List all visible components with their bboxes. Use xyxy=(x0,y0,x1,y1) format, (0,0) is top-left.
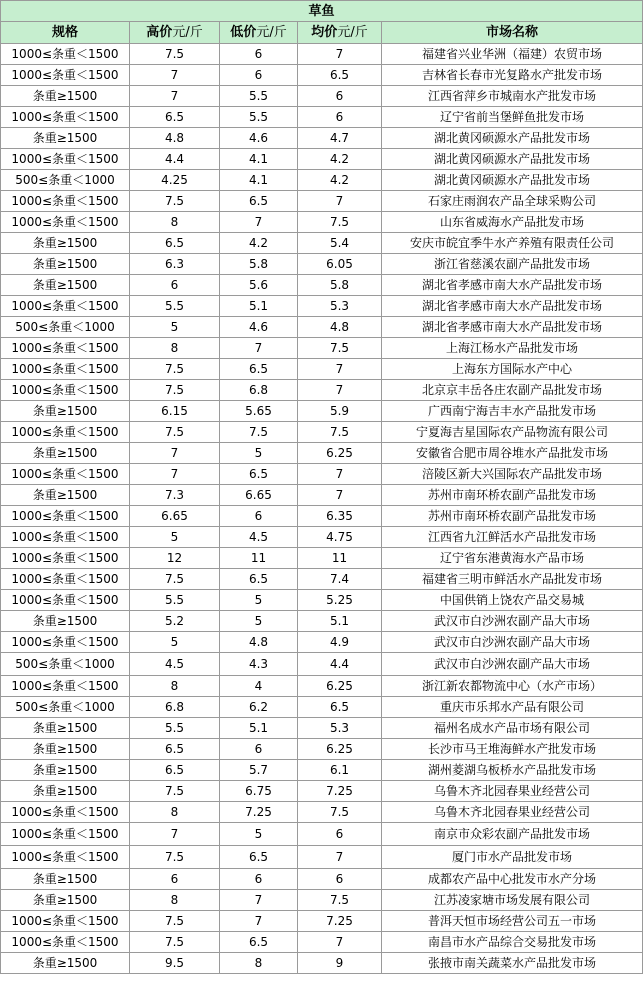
cell-low-price: 4.1 xyxy=(220,149,298,170)
cell-low-price: 5.1 xyxy=(220,718,298,739)
cell-high-price: 6.65 xyxy=(130,506,220,527)
cell-low-price: 6.5 xyxy=(220,846,298,869)
cell-spec: 1000≤条重＜1500 xyxy=(1,802,130,823)
table-row xyxy=(1,296,643,317)
cell-spec: 1000≤条重＜1500 xyxy=(1,44,130,65)
table-row xyxy=(1,170,643,191)
cell-spec: 1000≤条重＜1500 xyxy=(1,359,130,380)
cell-high-price: 6.8 xyxy=(130,697,220,718)
cell-high-price: 5.5 xyxy=(130,590,220,611)
cell-avg-price: 11 xyxy=(298,548,382,569)
table-row xyxy=(1,149,643,170)
cell-avg-price: 6.5 xyxy=(298,65,382,86)
cell-spec: 1000≤条重＜1500 xyxy=(1,632,130,653)
cell-spec: 500≤条重＜1000 xyxy=(1,317,130,338)
cell-spec: 1000≤条重＜1500 xyxy=(1,506,130,527)
cell-high-price: 7.5 xyxy=(130,846,220,869)
cell-market-name: 江苏凌家塘市场发展有限公司 xyxy=(382,890,643,911)
col-header-avg xyxy=(298,22,382,44)
cell-avg-price: 4.9 xyxy=(298,632,382,653)
cell-high-price: 6.5 xyxy=(130,760,220,781)
cell-market-name: 江西省九江鲜活水产品批发市场 xyxy=(382,527,643,548)
cell-avg-price: 6.25 xyxy=(298,443,382,464)
table-row xyxy=(1,359,643,380)
cell-spec: 1000≤条重＜1500 xyxy=(1,676,130,697)
cell-spec: 条重≥1500 xyxy=(1,254,130,275)
cell-high-price: 9.5 xyxy=(130,953,220,974)
cell-low-price: 6.5 xyxy=(220,359,298,380)
cell-spec: 条重≥1500 xyxy=(1,401,130,422)
col-header-avg-unit: 元/斤 xyxy=(337,25,368,40)
table-row xyxy=(1,233,643,254)
cell-low-price: 4.6 xyxy=(220,317,298,338)
table-row xyxy=(1,760,643,781)
cell-avg-price: 7 xyxy=(298,464,382,485)
cell-low-price: 4.1 xyxy=(220,170,298,191)
cell-avg-price: 4.7 xyxy=(298,128,382,149)
cell-high-price: 7.5 xyxy=(130,781,220,802)
cell-spec: 1000≤条重＜1500 xyxy=(1,338,130,359)
cell-spec: 1000≤条重＜1500 xyxy=(1,569,130,590)
cell-spec: 500≤条重＜1000 xyxy=(1,170,130,191)
table-row xyxy=(1,44,643,65)
cell-market-name: 辽宁省前当堡鲜鱼批发市场 xyxy=(382,107,643,128)
cell-market-name: 福建省三明市鲜活水产品批发市场 xyxy=(382,569,643,590)
cell-avg-price: 7.4 xyxy=(298,569,382,590)
table-row xyxy=(1,676,643,697)
table-row xyxy=(1,653,643,676)
cell-market-name: 安庆市皖宜季牛水产养殖有限责任公司 xyxy=(382,233,643,254)
cell-low-price: 7.25 xyxy=(220,802,298,823)
cell-high-price: 5 xyxy=(130,632,220,653)
cell-avg-price: 5.3 xyxy=(298,296,382,317)
cell-high-price: 7 xyxy=(130,464,220,485)
cell-low-price: 5 xyxy=(220,443,298,464)
col-header-market: 市场名称 xyxy=(382,22,643,44)
cell-market-name: 湖北省孝感市南大水产品批发市场 xyxy=(382,296,643,317)
cell-high-price: 5 xyxy=(130,527,220,548)
cell-low-price: 5 xyxy=(220,823,298,846)
cell-low-price: 4.8 xyxy=(220,632,298,653)
col-header-low xyxy=(220,22,298,44)
cell-spec: 条重≥1500 xyxy=(1,953,130,974)
table-row xyxy=(1,527,643,548)
cell-high-price: 6.15 xyxy=(130,401,220,422)
cell-low-price: 6.2 xyxy=(220,697,298,718)
cell-avg-price: 6 xyxy=(298,107,382,128)
cell-market-name: 长沙市马王堆海鲜水产批发市场 xyxy=(382,739,643,760)
cell-market-name: 湖北黄冈硕源水产品批发市场 xyxy=(382,170,643,191)
cell-avg-price: 7.5 xyxy=(298,802,382,823)
cell-spec: 条重≥1500 xyxy=(1,275,130,296)
col-header-spec: 规格 xyxy=(1,22,130,44)
cell-high-price: 5.5 xyxy=(130,296,220,317)
cell-avg-price: 7 xyxy=(298,485,382,506)
cell-market-name: 上海江杨水产品批发市场 xyxy=(382,338,643,359)
table-body xyxy=(1,44,643,974)
table-row xyxy=(1,548,643,569)
cell-market-name: 吉林省长春市光复路水产批发市场 xyxy=(382,65,643,86)
cell-spec: 1000≤条重＜1500 xyxy=(1,296,130,317)
cell-avg-price: 7.5 xyxy=(298,422,382,443)
cell-avg-price: 6.25 xyxy=(298,676,382,697)
cell-avg-price: 7.5 xyxy=(298,212,382,233)
cell-avg-price: 5.1 xyxy=(298,611,382,632)
cell-spec: 1000≤条重＜1500 xyxy=(1,590,130,611)
cell-market-name: 福州名成水产品市场有限公司 xyxy=(382,718,643,739)
cell-high-price: 8 xyxy=(130,676,220,697)
cell-market-name: 南京市众彩农副产品批发市场 xyxy=(382,823,643,846)
table-row xyxy=(1,590,643,611)
cell-low-price: 6.75 xyxy=(220,781,298,802)
col-header-high-unit: 元/斤 xyxy=(172,25,203,40)
cell-low-price: 6 xyxy=(220,739,298,760)
table-row xyxy=(1,846,643,869)
cell-avg-price: 5.8 xyxy=(298,275,382,296)
cell-spec: 1000≤条重＜1500 xyxy=(1,464,130,485)
cell-high-price: 8 xyxy=(130,212,220,233)
table-row xyxy=(1,632,643,653)
table-row xyxy=(1,338,643,359)
table-row xyxy=(1,65,643,86)
table-row xyxy=(1,485,643,506)
cell-low-price: 6.5 xyxy=(220,464,298,485)
cell-low-price: 7 xyxy=(220,911,298,932)
table-row xyxy=(1,739,643,760)
cell-market-name: 普洱天恒市场经营公司五一市场 xyxy=(382,911,643,932)
cell-spec: 条重≥1500 xyxy=(1,760,130,781)
cell-low-price: 6.5 xyxy=(220,569,298,590)
cell-high-price: 7.5 xyxy=(130,911,220,932)
cell-low-price: 5.7 xyxy=(220,760,298,781)
cell-high-price: 7.5 xyxy=(130,422,220,443)
table-row xyxy=(1,107,643,128)
cell-spec: 1000≤条重＜1500 xyxy=(1,932,130,953)
cell-market-name: 湖北黄冈硕源水产品批发市场 xyxy=(382,149,643,170)
cell-spec: 500≤条重＜1000 xyxy=(1,653,130,676)
cell-high-price: 8 xyxy=(130,890,220,911)
table-row xyxy=(1,569,643,590)
cell-low-price: 5.1 xyxy=(220,296,298,317)
table-row xyxy=(1,317,643,338)
cell-market-name: 武汉市白沙洲农副产品大市场 xyxy=(382,653,643,676)
cell-high-price: 6.5 xyxy=(130,107,220,128)
cell-market-name: 乌鲁木齐北园春果业经营公司 xyxy=(382,802,643,823)
cell-avg-price: 7 xyxy=(298,932,382,953)
cell-spec: 1000≤条重＜1500 xyxy=(1,846,130,869)
table-row xyxy=(1,823,643,846)
cell-low-price: 5.6 xyxy=(220,275,298,296)
cell-avg-price: 7 xyxy=(298,846,382,869)
cell-spec: 条重≥1500 xyxy=(1,233,130,254)
cell-avg-price: 4.2 xyxy=(298,149,382,170)
cell-spec: 500≤条重＜1000 xyxy=(1,697,130,718)
cell-high-price: 4.4 xyxy=(130,149,220,170)
table-row xyxy=(1,422,643,443)
cell-avg-price: 5.3 xyxy=(298,718,382,739)
cell-avg-price: 4.2 xyxy=(298,170,382,191)
table-row xyxy=(1,697,643,718)
cell-market-name: 武汉市白沙洲农副产品大市场 xyxy=(382,611,643,632)
cell-market-name: 成都农产品中心批发市水产分场 xyxy=(382,869,643,890)
cell-spec: 1000≤条重＜1500 xyxy=(1,380,130,401)
cell-high-price: 6 xyxy=(130,869,220,890)
table-row xyxy=(1,781,643,802)
cell-low-price: 7.5 xyxy=(220,422,298,443)
cell-market-name: 南昌市水产品综合交易批发市场 xyxy=(382,932,643,953)
cell-market-name: 厦门市水产品批发市场 xyxy=(382,846,643,869)
cell-spec: 1000≤条重＜1500 xyxy=(1,548,130,569)
table-row xyxy=(1,380,643,401)
cell-avg-price: 4.75 xyxy=(298,527,382,548)
cell-low-price: 5.5 xyxy=(220,107,298,128)
cell-low-price: 6.8 xyxy=(220,380,298,401)
cell-high-price: 7 xyxy=(130,443,220,464)
cell-high-price: 7.5 xyxy=(130,359,220,380)
cell-avg-price: 7 xyxy=(298,380,382,401)
table-row xyxy=(1,869,643,890)
cell-spec: 条重≥1500 xyxy=(1,739,130,760)
cell-low-price: 5.5 xyxy=(220,86,298,107)
cell-high-price: 7.5 xyxy=(130,932,220,953)
cell-spec: 条重≥1500 xyxy=(1,443,130,464)
cell-spec: 1000≤条重＜1500 xyxy=(1,212,130,233)
cell-spec: 1000≤条重＜1500 xyxy=(1,823,130,846)
cell-avg-price: 5.4 xyxy=(298,233,382,254)
table-row xyxy=(1,890,643,911)
cell-avg-price: 6.05 xyxy=(298,254,382,275)
cell-high-price: 5.5 xyxy=(130,718,220,739)
cell-spec: 1000≤条重＜1500 xyxy=(1,527,130,548)
cell-low-price: 8 xyxy=(220,953,298,974)
table-title: 草鱼 xyxy=(1,1,643,22)
cell-avg-price: 7.5 xyxy=(298,338,382,359)
cell-avg-price: 6.25 xyxy=(298,739,382,760)
cell-high-price: 7 xyxy=(130,65,220,86)
cell-avg-price: 4.4 xyxy=(298,653,382,676)
cell-high-price: 4.8 xyxy=(130,128,220,149)
cell-spec: 条重≥1500 xyxy=(1,128,130,149)
cell-low-price: 5.8 xyxy=(220,254,298,275)
cell-spec: 1000≤条重＜1500 xyxy=(1,191,130,212)
col-header-high-label: 高价 xyxy=(146,25,173,40)
cell-market-name: 涪陵区新大兴国际农产品批发市场 xyxy=(382,464,643,485)
cell-market-name: 苏州市南环桥农副产品批发市场 xyxy=(382,485,643,506)
cell-high-price: 6 xyxy=(130,275,220,296)
cell-spec: 条重≥1500 xyxy=(1,611,130,632)
table-row xyxy=(1,275,643,296)
cell-low-price: 7 xyxy=(220,212,298,233)
cell-high-price: 7 xyxy=(130,86,220,107)
cell-market-name: 江西省萍乡市城南水产批发市场 xyxy=(382,86,643,107)
table-row xyxy=(1,718,643,739)
cell-high-price: 8 xyxy=(130,802,220,823)
table-row xyxy=(1,802,643,823)
cell-high-price: 8 xyxy=(130,338,220,359)
cell-avg-price: 7 xyxy=(298,359,382,380)
cell-market-name: 苏州市南环桥农副产品批发市场 xyxy=(382,506,643,527)
cell-spec: 条重≥1500 xyxy=(1,869,130,890)
cell-avg-price: 6.35 xyxy=(298,506,382,527)
cell-high-price: 7.3 xyxy=(130,485,220,506)
col-header-low-unit: 元/斤 xyxy=(256,25,287,40)
cell-avg-price: 4.8 xyxy=(298,317,382,338)
cell-market-name: 乌鲁木齐北园春果业经营公司 xyxy=(382,781,643,802)
cell-spec: 条重≥1500 xyxy=(1,86,130,107)
cell-high-price: 6.5 xyxy=(130,233,220,254)
cell-low-price: 4.3 xyxy=(220,653,298,676)
cell-high-price: 7.5 xyxy=(130,44,220,65)
table-row xyxy=(1,953,643,974)
table-row xyxy=(1,128,643,149)
table-row xyxy=(1,932,643,953)
cell-high-price: 4.5 xyxy=(130,653,220,676)
cell-avg-price: 7 xyxy=(298,191,382,212)
cell-spec: 条重≥1500 xyxy=(1,890,130,911)
cell-spec: 条重≥1500 xyxy=(1,781,130,802)
cell-market-name: 宁夏海吉星国际农产品物流有限公司 xyxy=(382,422,643,443)
cell-low-price: 4.5 xyxy=(220,527,298,548)
cell-market-name: 湖北省孝感市南大水产品批发市场 xyxy=(382,275,643,296)
header-row xyxy=(1,22,643,44)
cell-market-name: 湖北黄冈硕源水产品批发市场 xyxy=(382,128,643,149)
cell-low-price: 6 xyxy=(220,869,298,890)
cell-low-price: 6.5 xyxy=(220,191,298,212)
cell-spec: 1000≤条重＜1500 xyxy=(1,65,130,86)
cell-market-name: 石家庄雨润农产品全球采购公司 xyxy=(382,191,643,212)
cell-low-price: 7 xyxy=(220,338,298,359)
cell-high-price: 7.5 xyxy=(130,191,220,212)
table-row xyxy=(1,191,643,212)
cell-avg-price: 9 xyxy=(298,953,382,974)
cell-low-price: 4.2 xyxy=(220,233,298,254)
cell-low-price: 6.65 xyxy=(220,485,298,506)
cell-avg-price: 6 xyxy=(298,823,382,846)
cell-avg-price: 7 xyxy=(298,44,382,65)
cell-market-name: 湖北省孝感市南大水产品批发市场 xyxy=(382,317,643,338)
table-row xyxy=(1,401,643,422)
cell-low-price: 6.5 xyxy=(220,932,298,953)
cell-market-name: 山东省威海水产品批发市场 xyxy=(382,212,643,233)
cell-market-name: 武汉市白沙洲农副产品大市场 xyxy=(382,632,643,653)
cell-avg-price: 7.25 xyxy=(298,911,382,932)
cell-market-name: 辽宁省东港黄海水产品市场 xyxy=(382,548,643,569)
cell-spec: 1000≤条重＜1500 xyxy=(1,149,130,170)
cell-low-price: 5 xyxy=(220,611,298,632)
col-header-high xyxy=(130,22,220,44)
table-row xyxy=(1,911,643,932)
cell-spec: 条重≥1500 xyxy=(1,718,130,739)
cell-high-price: 12 xyxy=(130,548,220,569)
cell-low-price: 5.65 xyxy=(220,401,298,422)
cell-market-name: 浙江省慈溪农副产品批发市场 xyxy=(382,254,643,275)
cell-high-price: 5 xyxy=(130,317,220,338)
cell-market-name: 张掖市南关蔬菜水产品批发市场 xyxy=(382,953,643,974)
cell-avg-price: 6.1 xyxy=(298,760,382,781)
cell-low-price: 7 xyxy=(220,890,298,911)
cell-market-name: 湖州菱湖乌板桥水产品批发市场 xyxy=(382,760,643,781)
cell-market-name: 北京京丰岳各庄农副产品批发市场 xyxy=(382,380,643,401)
cell-avg-price: 5.9 xyxy=(298,401,382,422)
cell-avg-price: 6.5 xyxy=(298,697,382,718)
table-row xyxy=(1,86,643,107)
table-row xyxy=(1,443,643,464)
cell-high-price: 6.3 xyxy=(130,254,220,275)
cell-market-name: 中国供销上饶农产品交易城 xyxy=(382,590,643,611)
cell-market-name: 重庆市乐邦水产品有限公司 xyxy=(382,697,643,718)
cell-avg-price: 7.5 xyxy=(298,890,382,911)
table-row xyxy=(1,254,643,275)
cell-market-name: 福建省兴业华洲（福建）农贸市场 xyxy=(382,44,643,65)
cell-high-price: 7 xyxy=(130,823,220,846)
col-header-avg-label: 均价 xyxy=(311,25,338,40)
cell-avg-price: 6 xyxy=(298,86,382,107)
cell-market-name: 上海东方国际水产中心 xyxy=(382,359,643,380)
table-row xyxy=(1,611,643,632)
cell-avg-price: 5.25 xyxy=(298,590,382,611)
table-row xyxy=(1,506,643,527)
cell-low-price: 6 xyxy=(220,506,298,527)
cell-avg-price: 6 xyxy=(298,869,382,890)
cell-market-name: 浙江新农都物流中心（水产市场） xyxy=(382,676,643,697)
table-row xyxy=(1,464,643,485)
cell-spec: 1000≤条重＜1500 xyxy=(1,107,130,128)
cell-spec: 1000≤条重＜1500 xyxy=(1,422,130,443)
cell-market-name: 广西南宁海吉丰水产品批发市场 xyxy=(382,401,643,422)
title-row xyxy=(1,1,643,22)
cell-spec: 1000≤条重＜1500 xyxy=(1,911,130,932)
cell-low-price: 4 xyxy=(220,676,298,697)
cell-low-price: 6 xyxy=(220,65,298,86)
cell-low-price: 11 xyxy=(220,548,298,569)
table-row xyxy=(1,212,643,233)
cell-avg-price: 7.25 xyxy=(298,781,382,802)
cell-low-price: 5 xyxy=(220,590,298,611)
cell-high-price: 4.25 xyxy=(130,170,220,191)
cell-low-price: 6 xyxy=(220,44,298,65)
cell-high-price: 5.2 xyxy=(130,611,220,632)
cell-high-price: 6.5 xyxy=(130,739,220,760)
cell-high-price: 7.5 xyxy=(130,380,220,401)
col-header-low-label: 低价 xyxy=(230,25,257,40)
cell-low-price: 4.6 xyxy=(220,128,298,149)
cell-high-price: 7.5 xyxy=(130,569,220,590)
cell-spec: 条重≥1500 xyxy=(1,485,130,506)
cell-market-name: 安徽省合肥市周谷堆水产品批发市场 xyxy=(382,443,643,464)
